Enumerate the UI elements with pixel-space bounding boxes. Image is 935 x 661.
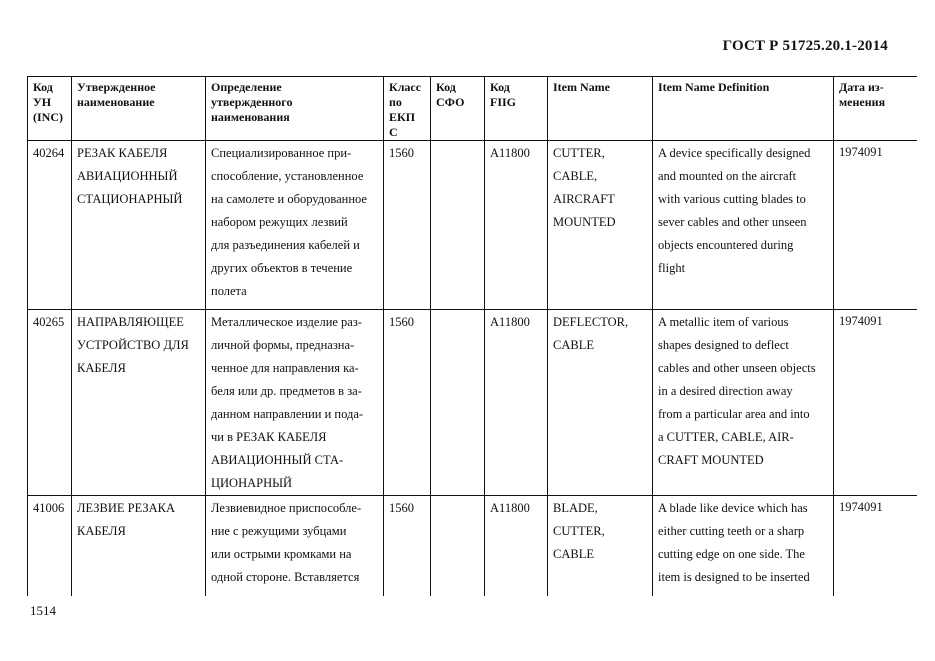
cell-line: набором режущих лезвий <box>211 215 348 229</box>
cell-line: either cutting teeth or a sharp <box>658 524 805 538</box>
header-line: УН <box>33 95 52 109</box>
header-line: ЕКП <box>389 110 416 124</box>
classification-table <box>27 76 917 596</box>
header-class-ekps <box>384 77 431 141</box>
cell-change-date: 1974091 <box>834 496 918 597</box>
cell-item-definition <box>653 496 834 597</box>
header-line: Код <box>436 80 456 94</box>
cell-line: CABLE <box>553 547 594 561</box>
cell-line: полета <box>211 284 247 298</box>
cell-class: 1560 <box>384 141 431 310</box>
cell-item-definition <box>653 310 834 496</box>
cell-line: objects encountered during <box>658 238 794 252</box>
header-code-un <box>28 77 72 141</box>
cell-line: with various cutting blades to <box>658 192 806 206</box>
cell-line: беля или др. предметов в за- <box>211 384 362 398</box>
header-code-sfo <box>431 77 485 141</box>
cell-line: sever cables and other unseen <box>658 215 807 229</box>
cell-line: CUTTER, <box>553 524 605 538</box>
header-line: Код <box>33 80 53 94</box>
header-definition <box>206 77 384 141</box>
cell-code: 40265 <box>28 310 72 496</box>
classification-table-wrapper <box>27 76 917 596</box>
cell-fiig: A11800 <box>485 310 548 496</box>
cell-line: одной стороне. Вставляется <box>211 570 360 584</box>
header-item-name-definition <box>653 77 834 141</box>
cell-class: 1560 <box>384 496 431 597</box>
cell-line: CRAFT MOUNTED <box>658 453 764 467</box>
header-line: менения <box>839 95 886 109</box>
cell-line: ЦИОНАРНЫЙ <box>211 476 293 490</box>
cell-line: A metallic item of various <box>658 315 789 329</box>
cell-definition <box>206 141 384 310</box>
header-line: Код <box>490 80 510 94</box>
cell-line: Лезвиевидное приспособле- <box>211 501 362 515</box>
cell-sfo <box>431 310 485 496</box>
cell-line: flight <box>658 261 686 275</box>
header-line: Утвержденное <box>77 80 156 94</box>
cell-line: DEFLECTOR, <box>553 315 629 329</box>
cell-fiig: A11800 <box>485 496 548 597</box>
cell-definition <box>206 310 384 496</box>
cell-code: 41006 <box>28 496 72 597</box>
cell-line: MOUNTED <box>553 215 616 229</box>
cell-code: 40264 <box>28 141 72 310</box>
header-line: (INC) <box>33 110 63 124</box>
cell-line: или острыми кромками на <box>211 547 352 561</box>
cell-line: АВИАЦИОННЫЙ <box>77 169 178 183</box>
cell-line: ЛЕЗВИЕ РЕЗАКА <box>77 501 176 515</box>
cell-line: and mounted on the aircraft <box>658 169 797 183</box>
cell-line: CABLE <box>553 338 594 352</box>
header-line: наименования <box>211 110 290 124</box>
cell-line: способление, установленное <box>211 169 364 183</box>
cell-line: ченное для направления ка- <box>211 361 359 375</box>
cell-change-date: 1974091 <box>834 141 918 310</box>
cell-line: Специализированное при- <box>211 146 352 160</box>
header-line: утвержденного <box>211 95 293 109</box>
header-line: FIIG <box>490 95 517 109</box>
cell-line: item is designed to be inserted <box>658 570 810 584</box>
cell-line: РЕЗАК КАБЕЛЯ <box>77 146 168 160</box>
page-number: 1514 <box>30 603 56 618</box>
header-line: Item Name <box>553 80 610 94</box>
cell-line: личной формы, предназна- <box>211 338 355 352</box>
cell-item-name <box>548 310 653 496</box>
cell-line: A blade like device which has <box>658 501 808 515</box>
document-standard-number: ГОСТ Р 51725.20.1-2014 <box>722 38 888 54</box>
cell-line: ние с режущими зубцами <box>211 524 347 538</box>
header-line: Определение <box>211 80 282 94</box>
header-line: С <box>389 125 398 139</box>
cell-approved-name <box>72 310 206 496</box>
cell-line: AIRCRAFT <box>553 192 615 206</box>
cell-item-name <box>548 141 653 310</box>
cell-sfo <box>431 496 485 597</box>
header-line: наименование <box>77 95 155 109</box>
header-approved-name <box>72 77 206 141</box>
cell-approved-name <box>72 496 206 597</box>
header-line: по <box>389 95 402 109</box>
cell-line: КАБЕЛЯ <box>77 524 126 538</box>
cell-line: cables and other unseen objects <box>658 361 816 375</box>
header-line: СФО <box>436 95 465 109</box>
cell-line: shapes designed to deflect <box>658 338 789 352</box>
cell-line: чи в РЕЗАК КАБЕЛЯ <box>211 430 327 444</box>
cell-fiig: A11800 <box>485 141 548 310</box>
header-line: Дата из- <box>839 80 884 94</box>
header-item-name <box>548 77 653 141</box>
cell-line: A device specifically designed <box>658 146 811 160</box>
cell-line: in a desired direction away <box>658 384 793 398</box>
cell-change-date: 1974091 <box>834 310 918 496</box>
cell-line: СТАЦИОНАРНЫЙ <box>77 192 183 206</box>
cell-line: АВИАЦИОННЫЙ СТА- <box>211 453 344 467</box>
cell-line: НАПРАВЛЯЮЩЕЕ <box>77 315 184 329</box>
cell-approved-name <box>72 141 206 310</box>
cell-line: BLADE, <box>553 501 598 515</box>
cell-line: КАБЕЛЯ <box>77 361 126 375</box>
cell-item-name <box>548 496 653 597</box>
cell-line: CABLE, <box>553 169 598 183</box>
header-change-date <box>834 77 918 141</box>
header-code-fiig <box>485 77 548 141</box>
header-line: Класс <box>389 80 422 94</box>
cell-item-definition <box>653 141 834 310</box>
cell-line: данном направлении и пода- <box>211 407 364 421</box>
cell-sfo <box>431 141 485 310</box>
cell-line: других объектов в течение <box>211 261 353 275</box>
cell-class: 1560 <box>384 310 431 496</box>
cell-line: from a particular area and into <box>658 407 810 421</box>
header-line: Item Name Definition <box>658 80 770 94</box>
table-row <box>28 141 918 310</box>
table-header-row <box>28 77 918 141</box>
cell-line: на самолете и оборудованное <box>211 192 367 206</box>
cell-line: CUTTER, <box>553 146 605 160</box>
cell-line: Металлическое изделие раз- <box>211 315 362 329</box>
table-row <box>28 496 918 597</box>
cell-line: для разъединения кабелей и <box>211 238 360 252</box>
cell-line: a CUTTER, CABLE, AIR- <box>658 430 794 444</box>
table-row <box>28 310 918 496</box>
cell-line: cutting edge on one side. The <box>658 547 805 561</box>
cell-line: УСТРОЙСТВО ДЛЯ <box>77 338 189 352</box>
cell-definition <box>206 496 384 597</box>
